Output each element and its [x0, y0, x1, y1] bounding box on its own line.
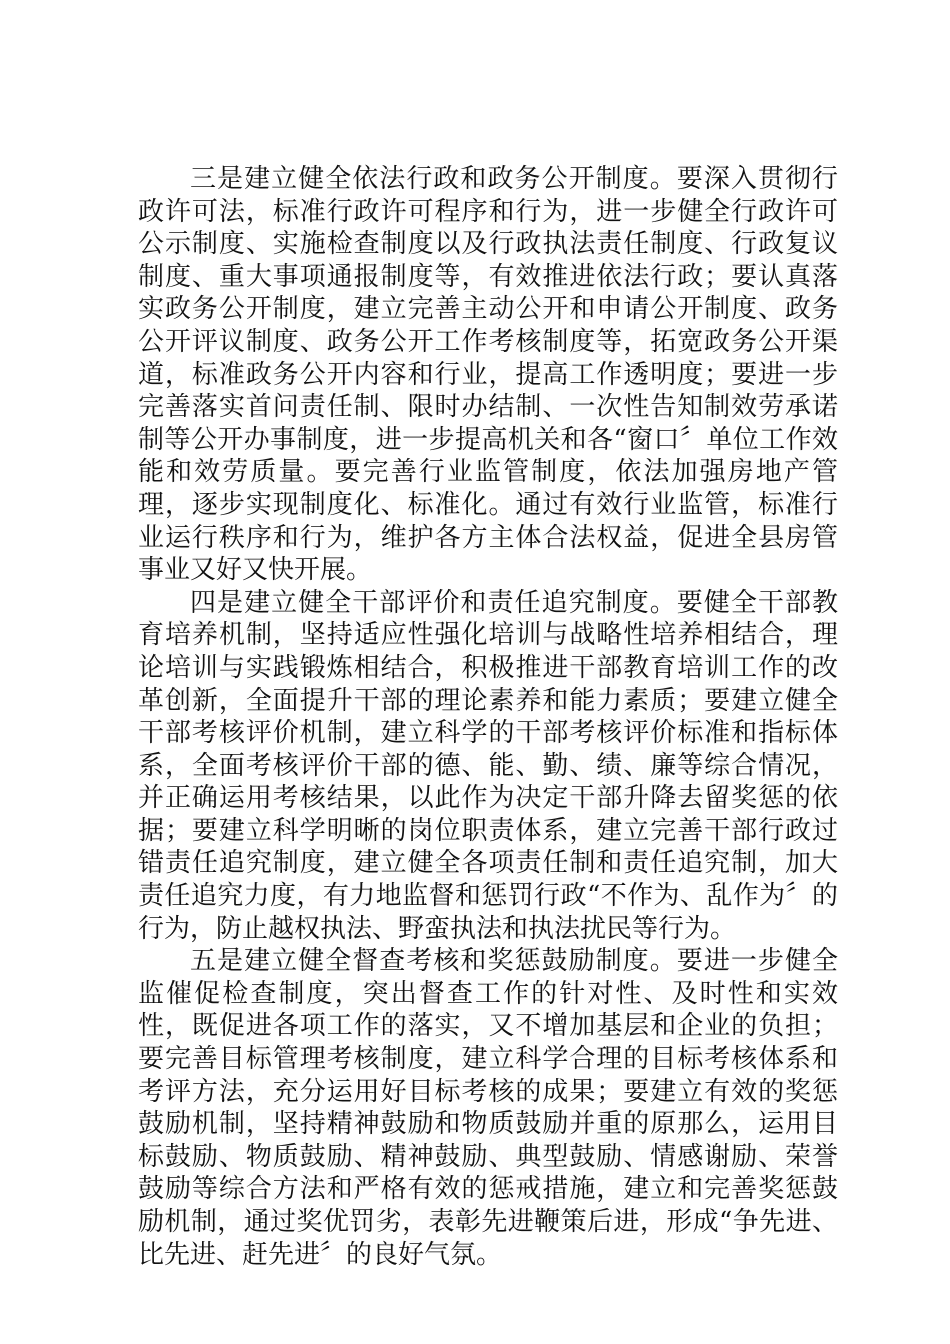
document-body [138, 163, 838, 1271]
paragraph-5-supervision-rewards: 五是建立健全督查考核和奖惩鼓励制度。要进一步健全监催促检查制度，突出督查工作的针对性、及时性和实效性，既促进各项工作的落实，又不增加基层和企业的负担；要完善目标管理考核制度，建立科学合理的目标考核体系和考评方法，充分运用好目标考核的成果；要建立有效的奖惩鼓励机制，坚持精神鼓励和物质鼓励并重的原那么，运用目标鼓励、物质鼓励、精神鼓励、典型鼓励、情感谢励、荣誉鼓励等综合方法和严格有效的惩戒措施，建立和完善奖惩鼓励机制，通过奖优罚劣，表彰先进鞭策后进，形成“争先进、比先进、赶先进〞的良好气氛。 [138, 946, 838, 1270]
paragraph-3-legal-administration: 三是建立健全依法行政和政务公开制度。要深入贯彻行政许可法，标准行政许可程序和行为，进一步健全行政许可公示制度、实施检查制度以及行政执法责任制度、行政复议制度、重大事项通报制度等，有效推进依法行政；要认真落实政务公开制度，建立完善主动公开和申请公开制度、政务公开评议制度、政务公开工作考核制度等，拓宽政务公开渠道，标准政务公开内容和行业，提高工作透明度；要进一步完善落实首问责任制、限时办结制、一次性告知制效劳承诺制等公开办事制度，进一步提高机关和各“窗口〞单位工作效能和效劳质量。要完善行业监管制度，依法加强房地产管理，逐步实现制度化、标准化。通过有效行业监管，标准行业运行秩序和行为，维护各方主体合法权益，促进全县房管事业又好又快开展。 [138, 164, 838, 586]
paragraph-4-cadre-evaluation: 四是建立健全干部评价和责任追究制度。要健全干部教育培养机制，坚持适应性强化培训与战略性培养相结合，理论培训与实践锻炼相结合，积极推进干部教育培训工作的改革创新，全面提升干部的理论素养和能力素质；要建立健全干部考核评价机制，建立科学的干部考核评价标准和指标体系，全面考核评价干部的德、能、勤、绩、廉等综合情况，并正确运用考核结果，以此作为决定干部升降去留奖惩的依据；要建立科学明晰的岗位职责体系，建立完善干部行政过错责任追究制度，建立健全各项责任制和责任追究制，加大责任追究力度，有力地监督和惩罚行政“不作为、乱作为〞的行为，防止越权执法、野蛮执法和执法扰民等行为。 [138, 587, 838, 944]
